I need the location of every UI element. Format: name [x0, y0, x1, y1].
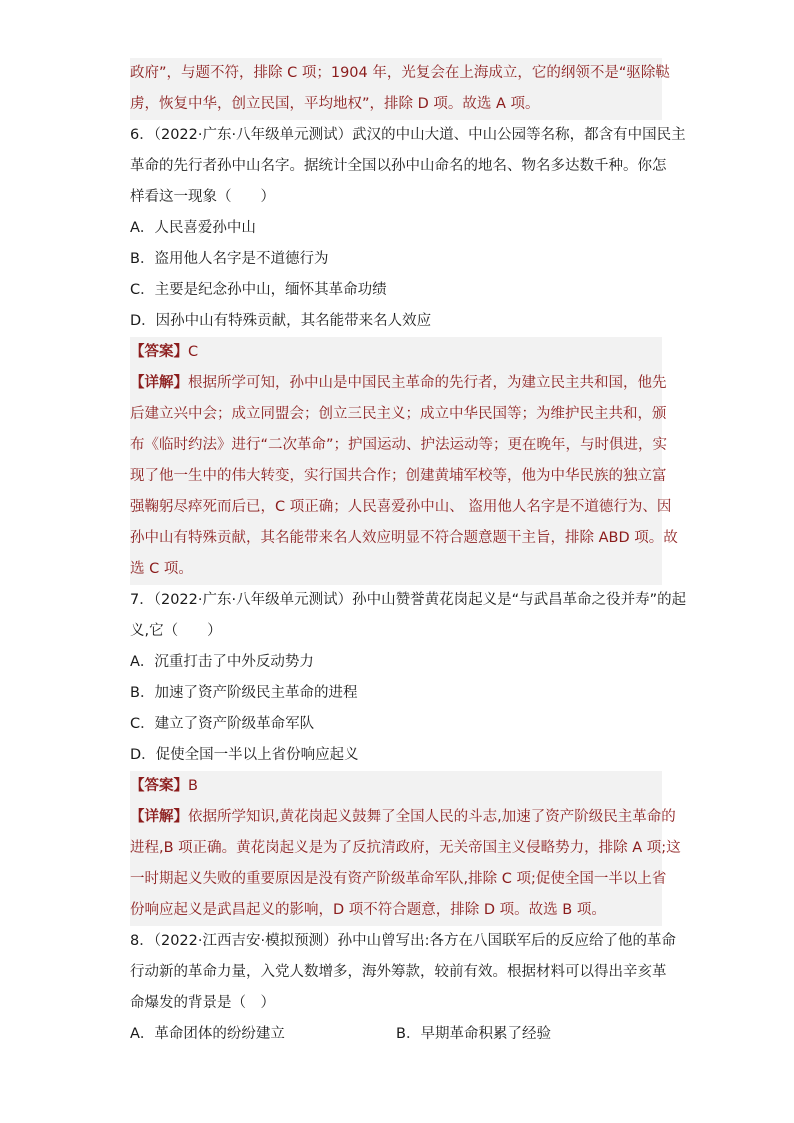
- option-b: B．盗用他人名字是不道德行为: [130, 251, 329, 267]
- option-a: A．人民喜爱孙中山: [130, 220, 256, 236]
- detail-line: 份响应起义是武昌起义的影响，D 项不符合题意，排除 D 项。故选 B 项。: [130, 895, 662, 926]
- option-a: A．沉重打击了中外反动势力: [130, 654, 314, 670]
- detail-line: [130, 802, 676, 833]
- document-page: [130, 58, 687, 1050]
- detail-tag: 【详解】: [130, 375, 188, 391]
- detail-line: 强鞠躬尽瘁死而后已，C 项正确；人民喜爱孙中山、 盗用他人名字是不道德行为、因: [130, 492, 662, 523]
- detail-line: 后建立兴中会；成立同盟会；创立三民主义；成立中华民国等；为维护民主共和，颁: [130, 399, 662, 430]
- answer-block: [130, 337, 678, 585]
- question-8: [130, 926, 676, 1050]
- question-stem-line: 样看这一现象（ ）: [130, 189, 275, 205]
- question-stem-line: 行动新的革命力量，入党人数增多，海外筹款，较前有效。根据材料可以得出辛亥革: [130, 964, 667, 980]
- option-a: A．革命团体的纷纷建立: [130, 1026, 285, 1042]
- question-stem-line: 7．（2022·广东·八年级单元测试）孙中山赞誉黄花岗起义是“与武昌革命之役并寿”的起: [130, 592, 687, 608]
- question-stem-line: 义,它（ ）: [130, 623, 222, 639]
- detail-line: 布《临时约法》进行“二次革命”；护国运动、护法运动等；更在晚年，与时俱进，实: [130, 430, 662, 461]
- answer-line: [130, 337, 662, 368]
- detail-text: 依据所学知识,黄花岗起义鼓舞了全国人民的斗志,加速了资产阶级民主革命的: [188, 809, 676, 825]
- question-7: [130, 585, 687, 926]
- answer-value: B: [188, 778, 198, 794]
- question-stem-line: 6．（2022·广东·八年级单元测试）武汉的中山大道、中山公园等名称，都含有中国民主: [130, 127, 686, 143]
- detail-text: 根据所学可知，孙中山是中国民主革命的先行者，为建立民主共和国，他先: [188, 375, 667, 391]
- options-row: [130, 1019, 662, 1050]
- detail-line: 进程,B 项正确。黄花岗起义是为了反抗清政府，无关帝国主义侵略势力，排除 A 项;这: [130, 833, 662, 864]
- answer-line: [130, 771, 662, 802]
- answer-tag: 【答案】: [130, 778, 188, 794]
- text-line: 虏，恢复中华，创立民国，平均地权”，排除 D 项。故选 A 项。: [130, 89, 662, 120]
- detail-tag: 【详解】: [130, 809, 188, 825]
- answer-value: C: [188, 344, 199, 360]
- option-d: D．因孙中山有特殊贡献，其名能带来名人效应: [130, 313, 432, 329]
- option-c: C．建立了资产阶级革命军队: [130, 716, 315, 732]
- option-b: B．加速了资产阶级民主革命的进程: [130, 685, 358, 701]
- answer-block: [130, 771, 681, 926]
- option-b: B．早期革命积累了经验: [396, 1026, 551, 1042]
- detail-line: 现了他一生中的伟大转变，实行国共合作；创建黄埔军校等，他为中华民族的独立富: [130, 461, 662, 492]
- question-stem-line: 命爆发的背景是（ ）: [130, 995, 275, 1011]
- detail-line: [130, 368, 667, 399]
- option-c: C．主要是纪念孙中山，缅怀其革命功绩: [130, 282, 387, 298]
- detail-line: 一时期起义失败的重要原因是没有资产阶级革命军队,排除 C 项;促使全国一半以上省: [130, 864, 662, 895]
- detail-line: 选 C 项。: [130, 554, 662, 585]
- answer-tag: 【答案】: [130, 344, 188, 360]
- question-stem-line: 革命的先行者孙中山名字。据统计全国以孙中山命名的地名、物名多达数千种。你怎: [130, 158, 667, 174]
- previous-answer-detail: [130, 58, 670, 120]
- detail-line: 孙中山有特殊贡献，其名能带来名人效应明显不符合题意题干主旨，排除 ABD 项。故: [130, 523, 662, 554]
- question-stem-line: 8．（2022·江西吉安·模拟预测）孙中山曾写出:各方在八国联军后的反应给了他的革命: [130, 933, 676, 949]
- question-6: [130, 120, 686, 585]
- option-d: D．促使全国一半以上省份响应起义: [130, 747, 359, 763]
- text-line: 政府”，与题不符，排除 C 项；1904 年，光复会在上海成立，它的纲领不是“驱除鞑: [130, 58, 662, 89]
